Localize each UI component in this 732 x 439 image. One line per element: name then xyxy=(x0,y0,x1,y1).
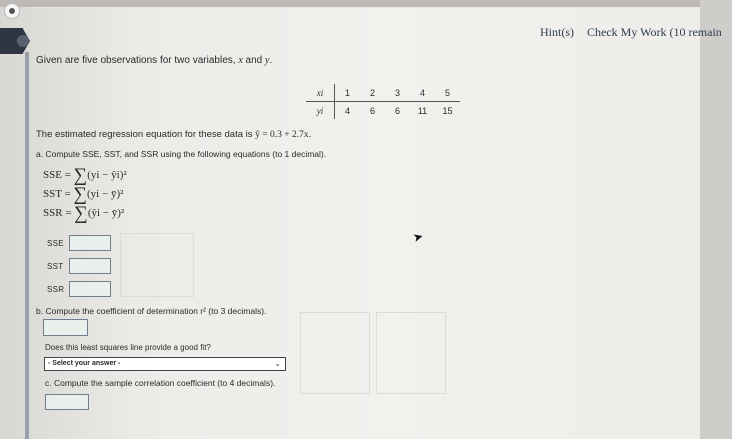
sst-label: SST xyxy=(47,262,64,271)
y-row xyxy=(306,102,460,120)
sst-formula: SST = ∑(yi − ȳ)² xyxy=(43,184,124,205)
x-value: 5 xyxy=(435,84,460,102)
y-label: yi xyxy=(306,102,335,120)
ssr-formula: SSR = ∑(ŷi − ȳ)² xyxy=(43,203,125,224)
ssr-label: SSR xyxy=(47,285,65,294)
ssr-input[interactable] xyxy=(69,281,111,297)
y-value: 4 xyxy=(344,105,350,116)
header-links xyxy=(540,25,732,40)
sigma-icon: ∑ xyxy=(73,165,88,186)
observations-table xyxy=(306,84,460,119)
marker-dot-icon xyxy=(17,35,29,47)
part-c-instruction: c. Compute the sample correlation coefficient (to 4 decimals). xyxy=(45,378,276,388)
correlation-input[interactable] xyxy=(45,394,89,410)
hint-link[interactable]: Hint(s) xyxy=(540,25,574,39)
problem-intro: Given are five observations for two variables, x and y. xyxy=(36,55,273,66)
x-row xyxy=(306,84,460,102)
sse-label: SSE xyxy=(47,239,64,248)
regression-statement: The estimated regression equation for these data is ŷ = 0.3 + 2.7x. xyxy=(36,129,312,140)
good-fit-select[interactable] xyxy=(44,357,286,371)
sse-input[interactable] xyxy=(69,235,111,251)
radio-indicator-icon[interactable] xyxy=(4,3,20,19)
x-value: 3 xyxy=(385,84,410,102)
faded-box xyxy=(120,233,194,297)
y-value: 6 xyxy=(394,105,400,116)
regression-equation: ŷ = 0.3 + 2.7x xyxy=(255,130,309,140)
chevron-down-icon: ⌄ xyxy=(274,359,281,368)
left-rail xyxy=(25,52,29,439)
select-value: - Select your answer - xyxy=(48,360,121,367)
faded-box xyxy=(300,312,370,394)
sst-input[interactable] xyxy=(69,258,111,274)
x-value: 4 xyxy=(410,84,435,102)
sigma-icon: ∑ xyxy=(74,203,88,224)
y-value: 15 xyxy=(442,105,453,116)
sigma-icon: ∑ xyxy=(73,184,88,205)
good-fit-question: Does this least squares line provide a good fit? xyxy=(45,343,211,352)
r-squared-input[interactable] xyxy=(43,319,88,336)
x-label: xi xyxy=(306,84,335,102)
faded-box xyxy=(376,312,446,394)
x-value: 1 xyxy=(335,84,361,102)
y-value: 11 xyxy=(417,105,428,116)
y-value: 6 xyxy=(369,105,375,116)
part-a-instruction: a. Compute SSE, SST, and SSR using the following equations (to 1 decimal). xyxy=(36,149,327,159)
top-bar xyxy=(0,0,700,7)
mouse-cursor-icon: ➤ xyxy=(411,228,425,246)
sse-formula: SSE = ∑(yi − ŷi)² xyxy=(43,165,127,186)
x-value: 2 xyxy=(360,84,385,102)
top-divider xyxy=(30,7,700,8)
check-my-work-link[interactable]: Check My Work (10 remain xyxy=(587,25,722,39)
part-b-instruction: b. Compute the coefficient of determination r² (to 3 decimals). xyxy=(36,306,267,316)
